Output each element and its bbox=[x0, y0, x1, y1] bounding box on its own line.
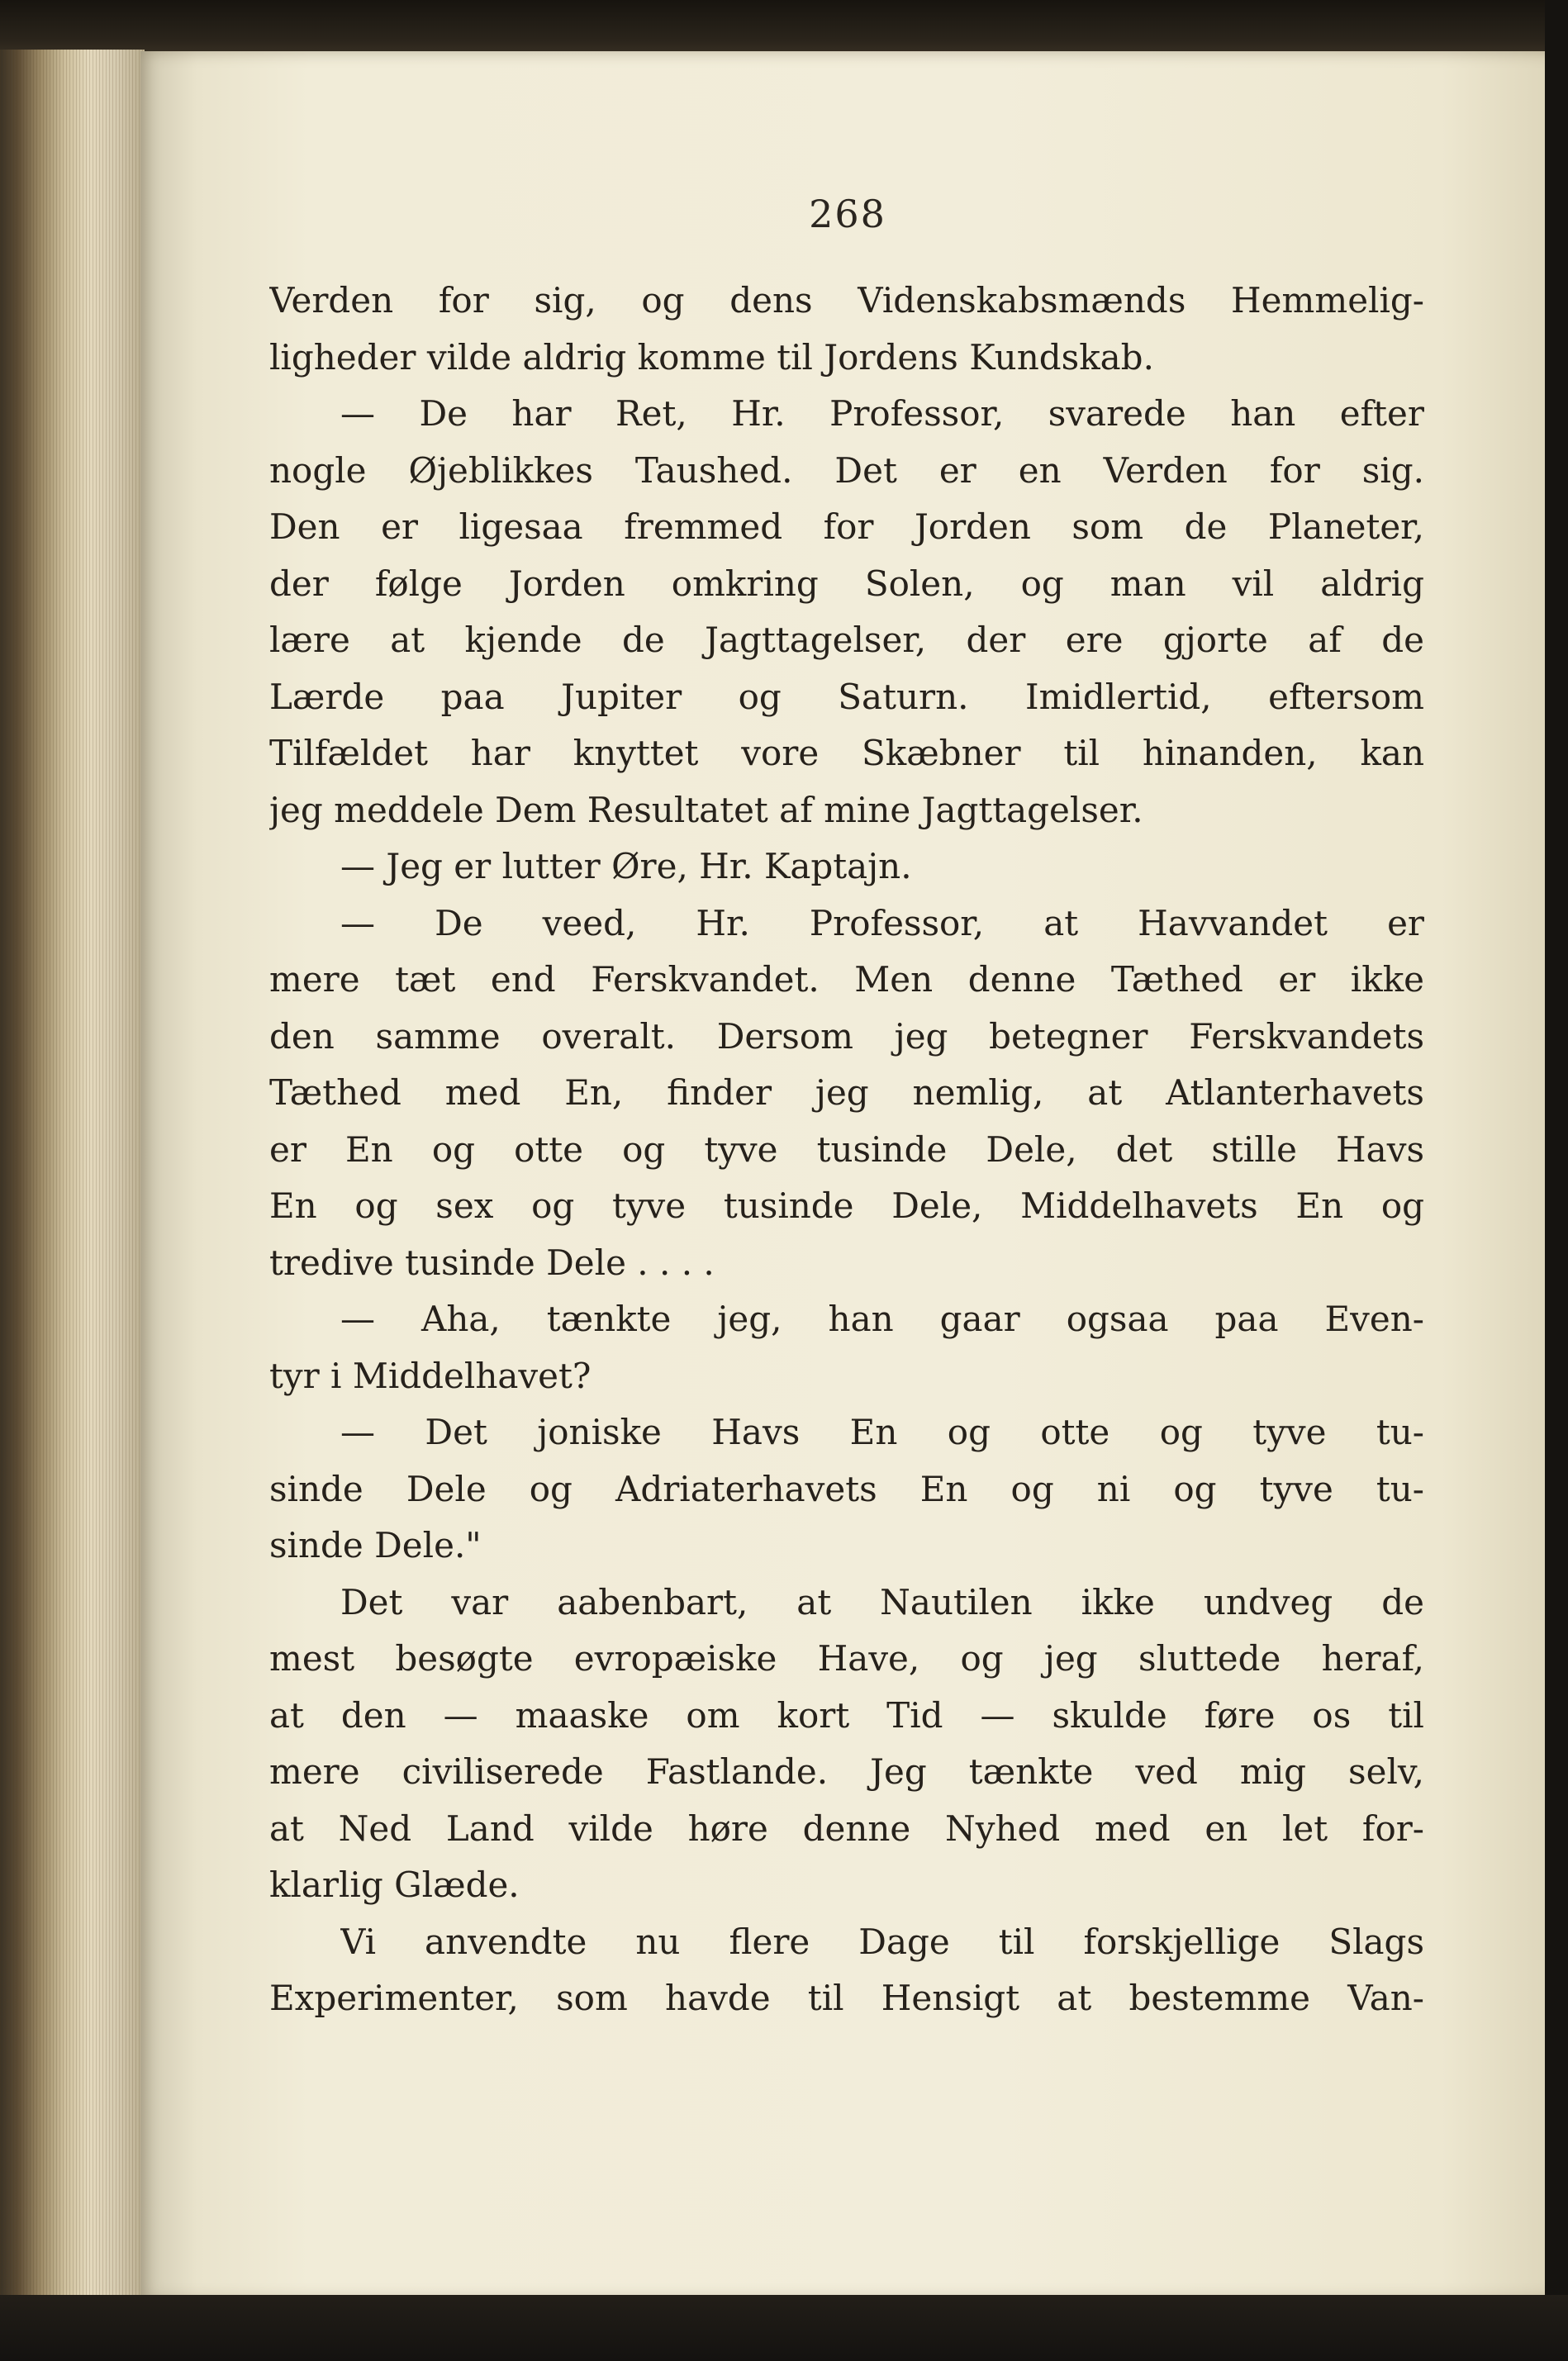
text-line: mest besøgte evropæiske Have, og jeg sluttede heraf, bbox=[269, 1638, 1424, 1679]
body-text bbox=[269, 273, 1426, 2027]
text-line: Experimenter, som havde til Hensigt at bestemme Van- bbox=[269, 1978, 1424, 2018]
text-line: mere tæt end Ferskvandet. Men denne Tæthed er ikke bbox=[269, 959, 1424, 1000]
text-line: nogle Øjeblikkes Taushed. Det er en Verden for sig. bbox=[269, 449, 1424, 491]
text-line: Verden for sig, og dens Videnskabsmænds Hemmelig- bbox=[269, 280, 1424, 321]
scan-background-bottom bbox=[0, 2295, 1568, 2361]
text-line: Tæthed med En, finder jeg nemlig, at Atlanterhavets bbox=[269, 1072, 1424, 1113]
text-line: sinde Dele." bbox=[269, 1525, 482, 1565]
text-line: ligheder vilde aldrig komme til Jordens Kundskab. bbox=[269, 336, 1154, 378]
text-line: Vi anvendte nu flere Dage til forskjellige Slags bbox=[340, 1921, 1424, 1962]
text-line: lære at kjende de Jagttagelser, der ere gjorte af de bbox=[269, 620, 1424, 660]
text-line: Tilfældet har knyttet vore Skæbner til hinanden, kan bbox=[269, 733, 1424, 773]
text-line: tredive tusinde Dele . . . . bbox=[269, 1242, 715, 1283]
text-line: Det var aabenbart, at Nautilen ikke undveg de bbox=[340, 1581, 1424, 1622]
text-line: at Ned Land vilde høre denne Nyhed med en let for- bbox=[269, 1808, 1424, 1849]
text-line: — De har Ret, Hr. Professor, svarede han efter bbox=[340, 393, 1424, 434]
text-line: at den — maaske om kort Tid — skulde føre os til bbox=[269, 1694, 1424, 1736]
text-line: mere civiliserede Fastlande. Jeg tænkte ved mig selv, bbox=[269, 1751, 1424, 1792]
text-line: — De veed, Hr. Professor, at Havvandet er bbox=[340, 902, 1424, 943]
text-line: En og sex og tyve tusinde Dele, Middelhavets En og bbox=[269, 1185, 1424, 1226]
book-page-edges bbox=[0, 50, 145, 2297]
text-line: klarlig Glæde. bbox=[269, 1865, 520, 1905]
text-line: — Aha, tænkte jeg, han gaar ogsaa paa Even- bbox=[340, 1299, 1424, 1339]
text-line: der følge Jorden omkring Solen, og man vil aldrig bbox=[269, 563, 1424, 604]
text-line: sinde Dele og Adriaterhavets En og ni og tyve tu- bbox=[269, 1468, 1424, 1509]
scan-background-right bbox=[1545, 0, 1568, 2361]
text-line: Den er ligesaa fremmed for Jorden som de Planeter, bbox=[269, 506, 1424, 547]
scan-background-top bbox=[0, 0, 1568, 58]
text-line: er En og otte og tyve tusinde Dele, det stille Havs bbox=[269, 1128, 1424, 1170]
text-line: den samme overalt. Dersom jeg betegner Ferskvandets bbox=[269, 1015, 1424, 1057]
text-line: Lærde paa Jupiter og Saturn. Imidlertid, eftersom bbox=[269, 676, 1424, 717]
text-line: jeg meddele Dem Resultatet af mine Jagttagelser. bbox=[269, 789, 1143, 830]
text-line: tyr i Middelhavet? bbox=[269, 1355, 592, 1396]
text-line: — Jeg er lutter Øre, Hr. Kaptajn. bbox=[340, 846, 912, 886]
page-number: 268 bbox=[809, 192, 886, 236]
text-line: — Det joniske Havs En og otte og tyve tu- bbox=[340, 1412, 1424, 1452]
